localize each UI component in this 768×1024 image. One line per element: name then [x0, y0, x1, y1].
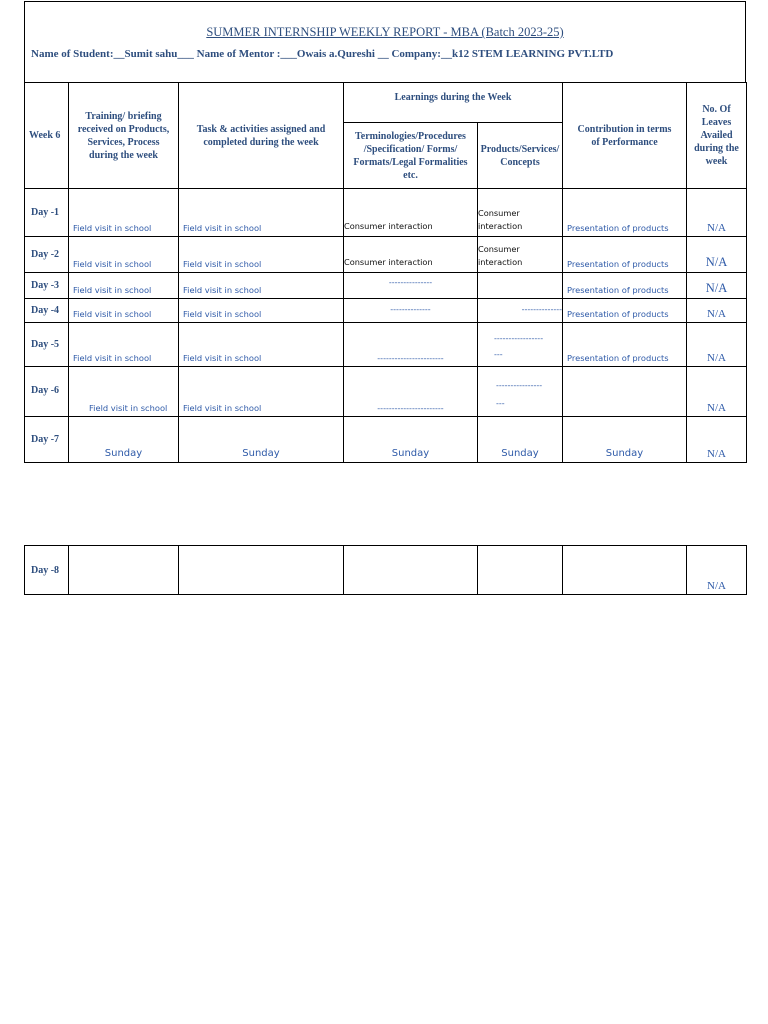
- training-cell: Field visit in school: [69, 323, 179, 367]
- contribution-cell: Presentation of products: [563, 237, 687, 273]
- contribution-cell: [563, 367, 687, 417]
- training-header: Training/ briefing received on Products, Services, Process during the week: [69, 83, 179, 189]
- product-line-2: ---: [496, 399, 505, 408]
- student-info: Name of Student:__Sumit sahu___ Name of Mentor :___Owais a.Qureshi __ Company:__k12 STEM LEARNING PVT.LTD: [31, 48, 614, 60]
- report-table: [24, 82, 747, 463]
- product-cell: [478, 273, 563, 299]
- terminology-cell: Sunday: [344, 417, 478, 463]
- table-row: [25, 299, 747, 323]
- day-label: Day -1: [25, 189, 69, 237]
- day-label: Day -2: [25, 237, 69, 273]
- training-cell: Sunday: [69, 417, 179, 463]
- terminology-cell: Consumer interaction: [344, 237, 478, 273]
- leave-cell: N/A: [687, 323, 747, 367]
- product-cell: [478, 367, 563, 417]
- product-line-1: Consumer: [478, 208, 520, 218]
- terminologies-header: Terminologies/Procedures /Specification/ Forms/ Formats/Legal Formalities etc.: [344, 123, 478, 189]
- contribution-cell: [563, 546, 687, 595]
- day-label: Day -8: [25, 546, 69, 595]
- terminology-cell: Consumer interaction: [344, 189, 478, 237]
- product-cell: --------------: [478, 299, 563, 323]
- learnings-header: Learnings during the Week: [344, 83, 563, 123]
- product-cell: [478, 237, 563, 273]
- product-line-1: ----------------: [496, 381, 543, 390]
- day-label: Day -6: [25, 367, 69, 417]
- report-header: [24, 1, 746, 82]
- product-line-1: -----------------: [494, 334, 544, 343]
- contribution-cell: Sunday: [563, 417, 687, 463]
- week-header: Week 6: [25, 83, 69, 189]
- leave-cell: N/A: [687, 273, 747, 299]
- task-cell: Field visit in school: [179, 237, 344, 273]
- terminology-cell: [344, 546, 478, 595]
- terminology-cell: -----------------------: [344, 323, 478, 367]
- leave-cell: N/A: [687, 299, 747, 323]
- task-cell: Field visit in school: [179, 323, 344, 367]
- leave-cell: N/A: [687, 237, 747, 273]
- day-label: Day -7: [25, 417, 69, 463]
- contribution-cell: Presentation of products: [563, 189, 687, 237]
- terminology-cell: --------------: [344, 299, 478, 323]
- task-cell: Sunday: [179, 417, 344, 463]
- product-cell: [478, 546, 563, 595]
- product-line-2: ---: [494, 350, 503, 359]
- product-cell: [478, 323, 563, 367]
- contribution-cell: Presentation of products: [563, 273, 687, 299]
- training-cell: Field visit in school: [69, 273, 179, 299]
- table-row: [25, 417, 747, 463]
- product-cell: Sunday: [478, 417, 563, 463]
- task-cell: Field visit in school: [179, 273, 344, 299]
- report-title: SUMMER INTERNSHIP WEEKLY REPORT - MBA (Batch 2023-25): [206, 25, 564, 39]
- task-cell: [179, 546, 344, 595]
- contribution-cell: Presentation of products: [563, 323, 687, 367]
- day-label: Day -4: [25, 299, 69, 323]
- training-cell: Field visit in school: [69, 367, 179, 417]
- product-line-2: interaction: [478, 257, 523, 267]
- day-label: Day -3: [25, 273, 69, 299]
- product-cell: [478, 189, 563, 237]
- task-cell: Field visit in school: [179, 367, 344, 417]
- table-row: [25, 546, 747, 595]
- table-row: [25, 367, 747, 417]
- training-cell: [69, 546, 179, 595]
- product-line-2: interaction: [478, 221, 523, 231]
- table-row: [25, 273, 747, 299]
- task-cell: Field visit in school: [179, 299, 344, 323]
- terminology-cell: ---------------: [344, 273, 478, 299]
- contribution-header: Contribution in terms of Performance: [563, 83, 687, 189]
- table-row: [25, 237, 747, 273]
- terminology-cell: -----------------------: [344, 367, 478, 417]
- leaves-header: No. Of Leaves Availed during the week: [687, 83, 747, 189]
- leave-cell: N/A: [687, 417, 747, 463]
- training-cell: Field visit in school: [69, 299, 179, 323]
- tasks-header: Task & activities assigned and completed during the week: [179, 83, 344, 189]
- contribution-cell: Presentation of products: [563, 299, 687, 323]
- task-cell: Field visit in school: [179, 189, 344, 237]
- leave-cell: N/A: [687, 189, 747, 237]
- day-8-table: [24, 545, 747, 595]
- table-row: [25, 189, 747, 237]
- day-8-section: [24, 545, 746, 595]
- leave-cell: N/A: [687, 546, 747, 595]
- leave-cell: N/A: [687, 367, 747, 417]
- weekly-report: [24, 1, 746, 463]
- training-cell: Field visit in school: [69, 237, 179, 273]
- day-label: Day -5: [25, 323, 69, 367]
- products-header: Products/Services/ Concepts: [478, 123, 563, 189]
- training-cell: Field visit in school: [69, 189, 179, 237]
- table-row: [25, 323, 747, 367]
- product-line-1: Consumer: [478, 244, 520, 254]
